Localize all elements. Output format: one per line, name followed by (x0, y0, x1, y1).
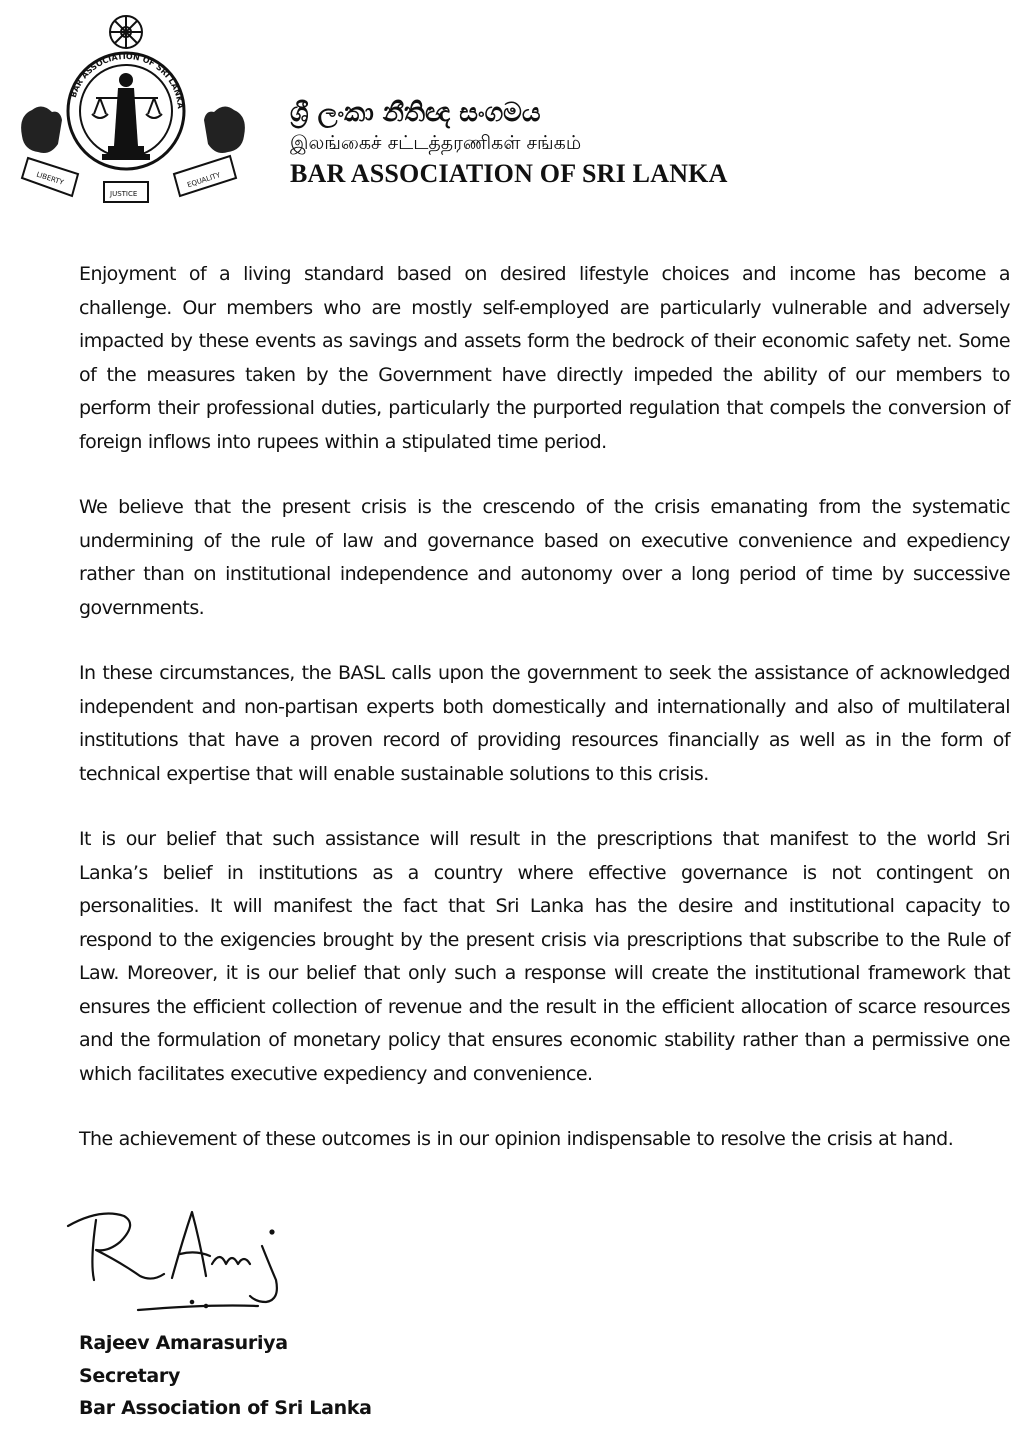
signatory-block (79, 1327, 372, 1425)
ribbon-liberty-label: LIBERTY (35, 170, 65, 187)
svg-text:BAR ASSOCIATION OF SRI LANKA: BAR ASSOCIATION OF SRI LANKA (68, 51, 186, 110)
paragraph: It is our belief that such assistance will result in the prescriptions that manifest to the world Sri Lanka’s belief in institutions as a country where effective governance is not contingent on personalities. It will manifest the fact that Sri Lanka has the desire and institutional capacity to respond to the exigencies brought by the present crisis via prescriptions that subscribe to the Rule of Law. Moreover, it is our belief that only such a response will create the institutional framework that ensures the efficient collection of revenue and the result in the efficient allocation of scarce resources and the formulation of monetary policy that ensures economic stability rather than a permissive one which facilitates executive expediency and convenience. (79, 828, 1010, 1085)
org-name-tamil: இலங்கைச் சட்டத்தரணிகள் சங்கம் (290, 132, 582, 154)
paragraph: The achievement of these outcomes is in our opinion indispensable to resolve the crisis at hand. (79, 1128, 954, 1150)
ribbon-justice-label: JUSTICE (110, 190, 138, 198)
signatory-title: Secretary (79, 1364, 181, 1387)
org-name-sinhala: ශ්‍රී ලංකා නීතිඥ සංගමය (290, 98, 541, 128)
paragraph: In these circumstances, the BASL calls upon the government to seek the assistance of acknowledged independent and non-partisan experts both domestically and internationally and also of multilateral institutions that have a proven record of providing resources financially as well as in the form of technical expertise that will enable sustainable solutions to this crisis. (79, 662, 1010, 785)
bar-association-emblem-icon (8, 6, 258, 206)
org-name-english: BAR ASSOCIATION OF SRI LANKA (290, 159, 728, 188)
signatory-name: Rajeev Amarasuriya (79, 1332, 288, 1354)
paragraph: We believe that the present crisis is the crescendo of the crisis emanating from the systematic undermining of the rule of law and governance based on executive convenience and expediency rather than on institutional independence and autonomy over a long period of time by successive governments. (79, 496, 1010, 619)
handwritten-signature-icon (60, 1202, 310, 1322)
ribbon-equality-label: EQUALITY (186, 171, 222, 190)
letterhead-titles (290, 98, 728, 190)
paragraph: Enjoyment of a living standard based on desired lifestyle choices and income has become a challenge. Our members who are mostly self-employed are particularly vulnerable and adversely impacted by these events as savings and assets form the bedrock of their economic safety net. Some of the measures taken by the Government have directly impeded the ability of our members to perform their professional duties, particularly the purported regulation that compels the conversion of foreign inflows into rupees within a stipulated time period. (79, 263, 1010, 453)
signatory-organization: Bar Association of Sri Lanka (79, 1397, 372, 1419)
letter-body (79, 258, 1010, 1189)
